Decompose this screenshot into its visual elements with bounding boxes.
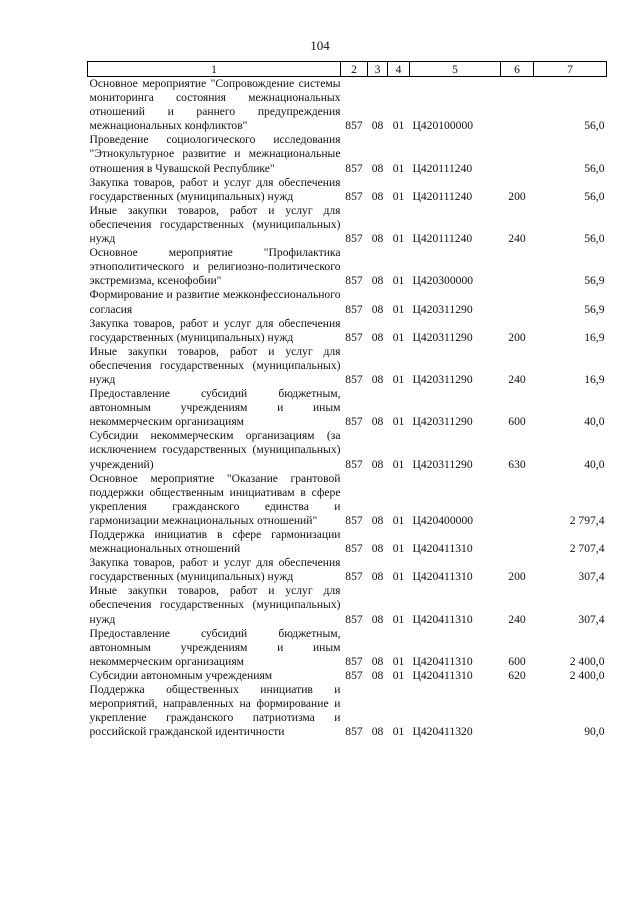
row-name: Поддержка инициатив в сфере гармонизации межнациональных отношений [89, 528, 341, 556]
row-target-article: Ц420111240 [412, 232, 473, 246]
row-code-admin: 857 [345, 119, 363, 133]
row-subsection: 01 [392, 372, 405, 386]
row-expense-type [501, 246, 534, 288]
table-row [88, 246, 607, 288]
row-expense-type [501, 288, 534, 316]
table-row [88, 472, 607, 528]
row-expense-type: 620 [508, 668, 526, 682]
row-subsection: 01 [392, 612, 405, 626]
table-row [88, 77, 607, 134]
row-name: Основное мероприятие "Сопровождение системы мониторинга состояния межнациональных отношений и раннего предупреждения межнациональных конфликтов" [89, 77, 341, 133]
budget-table [87, 61, 607, 739]
row-code-admin: 857 [345, 372, 363, 386]
row-expense-type: 200 [508, 570, 526, 584]
row-expense-type: 200 [508, 189, 526, 203]
row-expense-type [501, 77, 534, 134]
row-name: Предоставление субсидий бюджетным, автономным учреждениям и иным некоммерческим организациям [89, 626, 341, 668]
row-target-article: Ц420100000 [412, 119, 474, 133]
row-code-admin: 857 [345, 668, 363, 682]
row-target-article: Ц420411310 [412, 542, 473, 556]
row-amount: 56,0 [584, 189, 605, 203]
row-target-article: Ц420111240 [412, 161, 473, 175]
row-section: 08 [371, 302, 384, 316]
table-header-row [88, 62, 607, 77]
header-cell: 5 [410, 62, 501, 77]
row-code-admin: 857 [345, 232, 363, 246]
header-cell: 6 [501, 62, 534, 77]
row-expense-type: 240 [508, 372, 526, 386]
row-subsection: 01 [392, 415, 405, 429]
row-name: Основное мероприятие "Оказание грантовой поддержки общественным инициативам в сфере укрепления гражданского единства и гармонизации межнациональных отношений" [89, 471, 341, 527]
row-amount: 90,0 [584, 725, 605, 739]
row-name: Закупка товаров, работ и услуг для обеспечения государственных (муниципальных) нужд [89, 175, 341, 203]
row-expense-type [501, 133, 534, 175]
table-row [88, 584, 607, 626]
row-name: Основное мероприятие "Профилактика этнополитического и религиозно-политического экстремизма, ксенофобии" [89, 246, 341, 288]
row-subsection: 01 [392, 302, 405, 316]
row-code-admin: 857 [345, 612, 363, 626]
row-name: Закупка товаров, работ и услуг для обеспечения государственных (муниципальных) нужд [89, 316, 341, 344]
row-target-article: Ц420311290 [412, 302, 473, 316]
row-expense-type [501, 528, 534, 556]
row-expense-type: 200 [508, 330, 526, 344]
row-subsection: 01 [392, 654, 405, 668]
row-amount: 2 707,4 [569, 542, 605, 556]
row-name: Формирование и развитие межконфессионального согласия [89, 288, 341, 316]
row-subsection: 01 [392, 513, 405, 527]
row-code-admin: 857 [345, 570, 363, 584]
row-amount: 40,0 [584, 415, 605, 429]
row-section: 08 [371, 372, 384, 386]
row-amount: 307,4 [578, 612, 605, 626]
table-row [88, 345, 607, 387]
row-subsection: 01 [392, 189, 405, 203]
table-row [88, 528, 607, 556]
row-section: 08 [371, 542, 384, 556]
row-section: 08 [371, 232, 384, 246]
table-row [88, 204, 607, 246]
header-cell: 2 [341, 62, 368, 77]
header-cell: 4 [388, 62, 410, 77]
row-amount: 2 400,0 [569, 654, 605, 668]
table-row [88, 317, 607, 345]
row-target-article: Ц420311290 [412, 457, 473, 471]
row-name: Проведение социологического исследования "Этнокультурное развитие и межнациональные отношения в Чувашской Республике" [89, 133, 341, 175]
row-section: 08 [371, 189, 384, 203]
row-code-admin: 857 [345, 161, 363, 175]
row-expense-type: 240 [508, 612, 526, 626]
row-target-article: Ц420411310 [412, 668, 473, 682]
page-number: 104 [310, 38, 330, 53]
row-amount: 16,9 [584, 330, 605, 344]
row-code-admin: 857 [345, 302, 363, 316]
row-amount: 56,9 [584, 274, 605, 288]
row-subsection: 01 [392, 119, 405, 133]
row-subsection: 01 [392, 161, 405, 175]
header-cell: 7 [534, 62, 607, 77]
row-amount: 56,0 [584, 232, 605, 246]
row-code-admin: 857 [345, 457, 363, 471]
row-amount: 56,9 [584, 302, 605, 316]
row-subsection: 01 [392, 668, 405, 682]
row-subsection: 01 [392, 725, 405, 739]
table-row [88, 429, 607, 471]
row-section: 08 [371, 457, 384, 471]
row-target-article: Ц420400000 [412, 513, 474, 527]
row-expense-type [501, 683, 534, 739]
row-expense-type: 600 [508, 415, 526, 429]
row-code-admin: 857 [345, 330, 363, 344]
row-section: 08 [371, 415, 384, 429]
row-expense-type: 600 [508, 654, 526, 668]
row-code-admin: 857 [345, 542, 363, 556]
table-row [88, 556, 607, 584]
row-target-article: Ц420311290 [412, 372, 473, 386]
table-row [88, 176, 607, 204]
row-subsection: 01 [392, 570, 405, 584]
row-expense-type: 630 [508, 457, 526, 471]
row-section: 08 [371, 274, 384, 288]
row-section: 08 [371, 668, 384, 682]
row-name: Иные закупки товаров, работ и услуг для обеспечения государственных (муниципальных) нужд [89, 203, 341, 246]
row-amount: 56,0 [584, 161, 605, 175]
row-section: 08 [371, 513, 384, 527]
row-expense-type: 240 [508, 232, 526, 246]
row-section: 08 [371, 119, 384, 133]
row-code-admin: 857 [345, 513, 363, 527]
row-amount: 2 797,4 [569, 513, 605, 527]
row-target-article: Ц420411320 [412, 725, 473, 739]
row-amount: 307,4 [578, 570, 605, 584]
row-code-admin: 857 [345, 274, 363, 288]
row-name: Субсидии некоммерческим организациям (за исключением государственных (муниципальных) учреждений) [89, 429, 341, 471]
row-section: 08 [371, 161, 384, 175]
row-code-admin: 857 [345, 415, 363, 429]
row-name: Предоставление субсидий бюджетным, автономным учреждениям и иным некоммерческим организациям [89, 387, 341, 429]
row-amount: 16,9 [584, 372, 605, 386]
row-target-article: Ц420300000 [412, 274, 474, 288]
header-cell: 3 [368, 62, 388, 77]
table-row [88, 627, 607, 669]
row-section: 08 [371, 725, 384, 739]
row-code-admin: 857 [345, 654, 363, 668]
row-target-article: Ц420411310 [412, 654, 473, 668]
table-row [88, 669, 607, 683]
row-name: Поддержка общественных инициатив и мероприятий, направленных на формирование и укрепление гражданского патриотизма и российской гражданской идентичности [89, 683, 341, 739]
row-target-article: Ц420411310 [412, 612, 473, 626]
row-name: Субсидии автономным учреждениям [89, 668, 273, 682]
row-amount: 40,0 [584, 457, 605, 471]
row-target-article: Ц420311290 [412, 330, 473, 344]
row-name: Закупка товаров, работ и услуг для обеспечения государственных (муниципальных) нужд [89, 556, 341, 584]
header-cell: 1 [88, 62, 341, 77]
row-subsection: 01 [392, 274, 405, 288]
row-expense-type [501, 472, 534, 528]
row-target-article: Ц420411310 [412, 570, 473, 584]
table-row [88, 133, 607, 175]
row-code-admin: 857 [345, 189, 363, 203]
table-row [88, 387, 607, 429]
row-name: Иные закупки товаров, работ и услуг для обеспечения государственных (муниципальных) нужд [89, 584, 341, 626]
row-section: 08 [371, 612, 384, 626]
row-subsection: 01 [392, 542, 405, 556]
row-name: Иные закупки товаров, работ и услуг для обеспечения государственных (муниципальных) нужд [89, 344, 341, 386]
row-section: 08 [371, 330, 384, 344]
table-row [88, 683, 607, 739]
row-amount: 56,0 [584, 119, 605, 133]
row-code-admin: 857 [345, 725, 363, 739]
row-subsection: 01 [392, 232, 405, 246]
row-target-article: Ц420311290 [412, 415, 473, 429]
row-section: 08 [371, 570, 384, 584]
row-amount: 2 400,0 [569, 668, 605, 682]
row-section: 08 [371, 654, 384, 668]
table-row [88, 288, 607, 316]
row-subsection: 01 [392, 457, 405, 471]
row-subsection: 01 [392, 330, 405, 344]
row-target-article: Ц420111240 [412, 189, 473, 203]
